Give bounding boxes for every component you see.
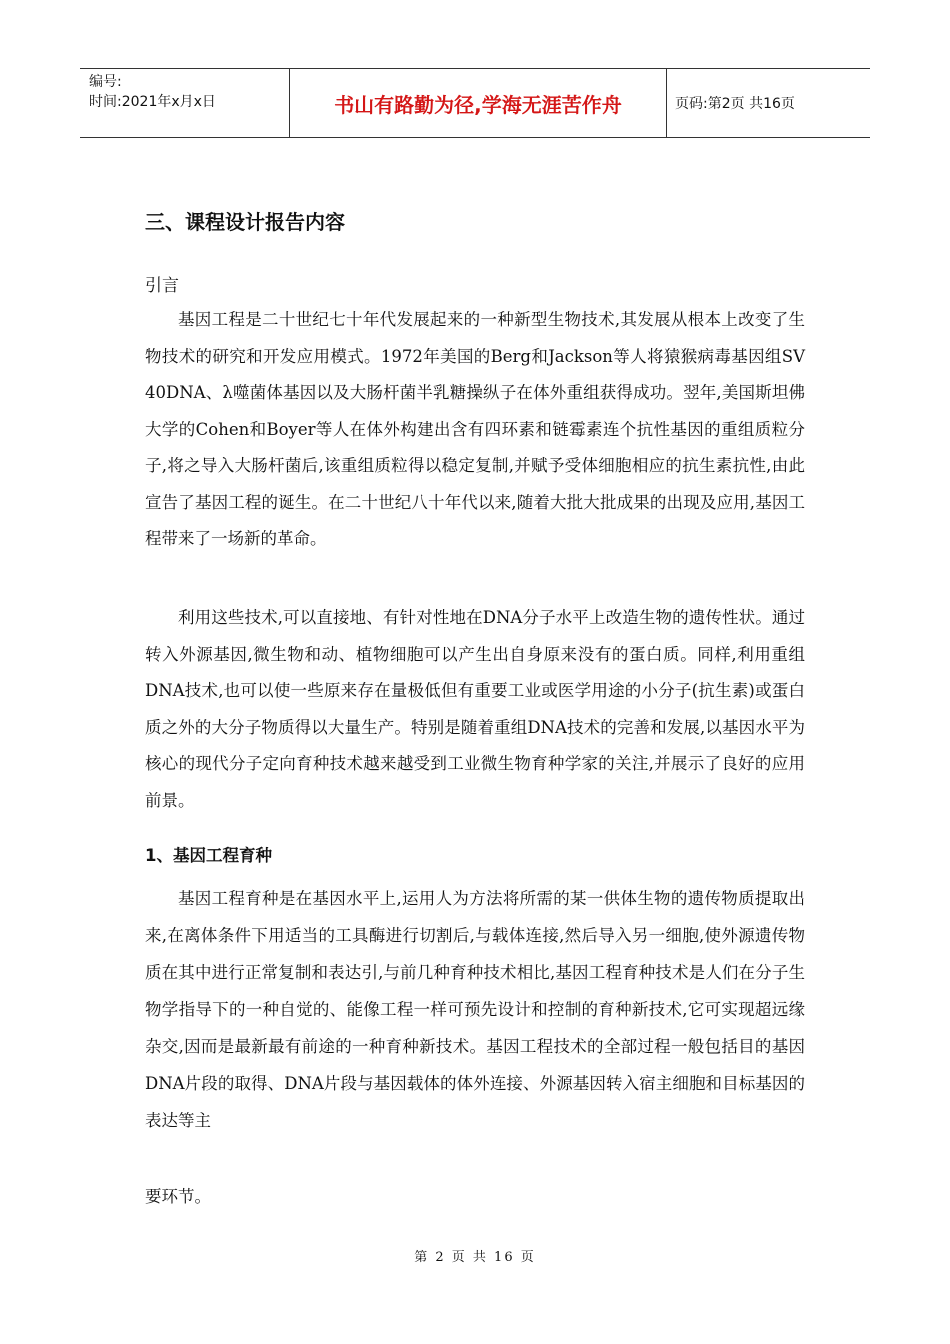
serial-number-label: 编号: [89, 74, 122, 90]
page-header [80, 68, 870, 138]
subsection-paragraph [145, 880, 805, 1139]
paragraph-text: 基因工程育种是在基因水平上,运用人为方法将所需的某一供体生物的遗传物质提取出来,在离体条件下用适当的工具酶进行切割后,与载体连接,然后导入另一细胞,使外源遗传物质在其中进行正常复制和表达引,与前几种育种技术相比,基因工程育种技术是人们在分子生物学指导下的一种自觉的、能像工程一样可预先设计和控制的育种新技术,它可实现超远缘杂交,因而是最新最有前途的一种育种新技术。基因工程技术的全部过程一般包括目的基因DNA片段的取得、DNA片段与基因载体的体外连接、外源基因转入宿主细胞和目标基因的表达等主 [145, 889, 805, 1130]
intro-paragraph-2 [145, 600, 805, 819]
subsection-tail: 要环节。 [145, 1187, 211, 1206]
subsection-title: 1、基因工程育种 [145, 846, 272, 865]
header-motto: 书山有路勤为径,学海无涯苦作舟 [290, 69, 667, 137]
paragraph-text: 基因工程是二十世纪七十年代发展起来的一种新型生物技术,其发展从根本上改变了生物技术的研究和开发应用模式。1972年美国的Berg和Jackson等人将猿猴病毒基因组SV 40DNA、λ噬菌体基因以及大肠杆菌半乳糖操纵子在体外重组获得成功。翌年,美国斯坦佛大学的Cohen和Boyer等人在体外构建出含有四环素和链霉素连个抗性基因的重组质粒分子,将之导入大肠杆菌后,该重组质粒得以稳定复制,并赋予受体细胞相应的抗生素抗性,由此宣告了基因工程的诞生。在二十世纪八十年代以来,随着大批大批成果的出现及应用,基因工程带来了一场新的革命。 [145, 310, 805, 548]
section-title: 三、课程设计报告内容 [145, 210, 345, 234]
intro-paragraph-1 [145, 302, 805, 558]
header-meta [80, 69, 290, 137]
paragraph-text: 利用这些技术,可以直接地、有针对性地在DNA分子水平上改造生物的遗传性状。通过转入外源基因,微生物和动、植物细胞可以产生出自身原来没有的蛋白质。同样,利用重组DNA技术,也可以使一些原来存在量极低但有重要工业或医学用途的小分子(抗生素)或蛋白质之外的大分子物质得以大量生产。特别是随着重组DNA技术的完善和发展,以基因水平为核心的现代分子定向育种技术越来越受到工业微生物育种学家的关注,并展示了良好的应用前景。 [145, 608, 805, 810]
page-footer: 第 2 页 共 16 页 [414, 1250, 536, 1265]
date-label: 时间:2021年x月x日 [89, 94, 216, 110]
intro-title: 引言 [145, 276, 179, 296]
header-page-info: 页码:第2页 共16页 [675, 96, 795, 112]
